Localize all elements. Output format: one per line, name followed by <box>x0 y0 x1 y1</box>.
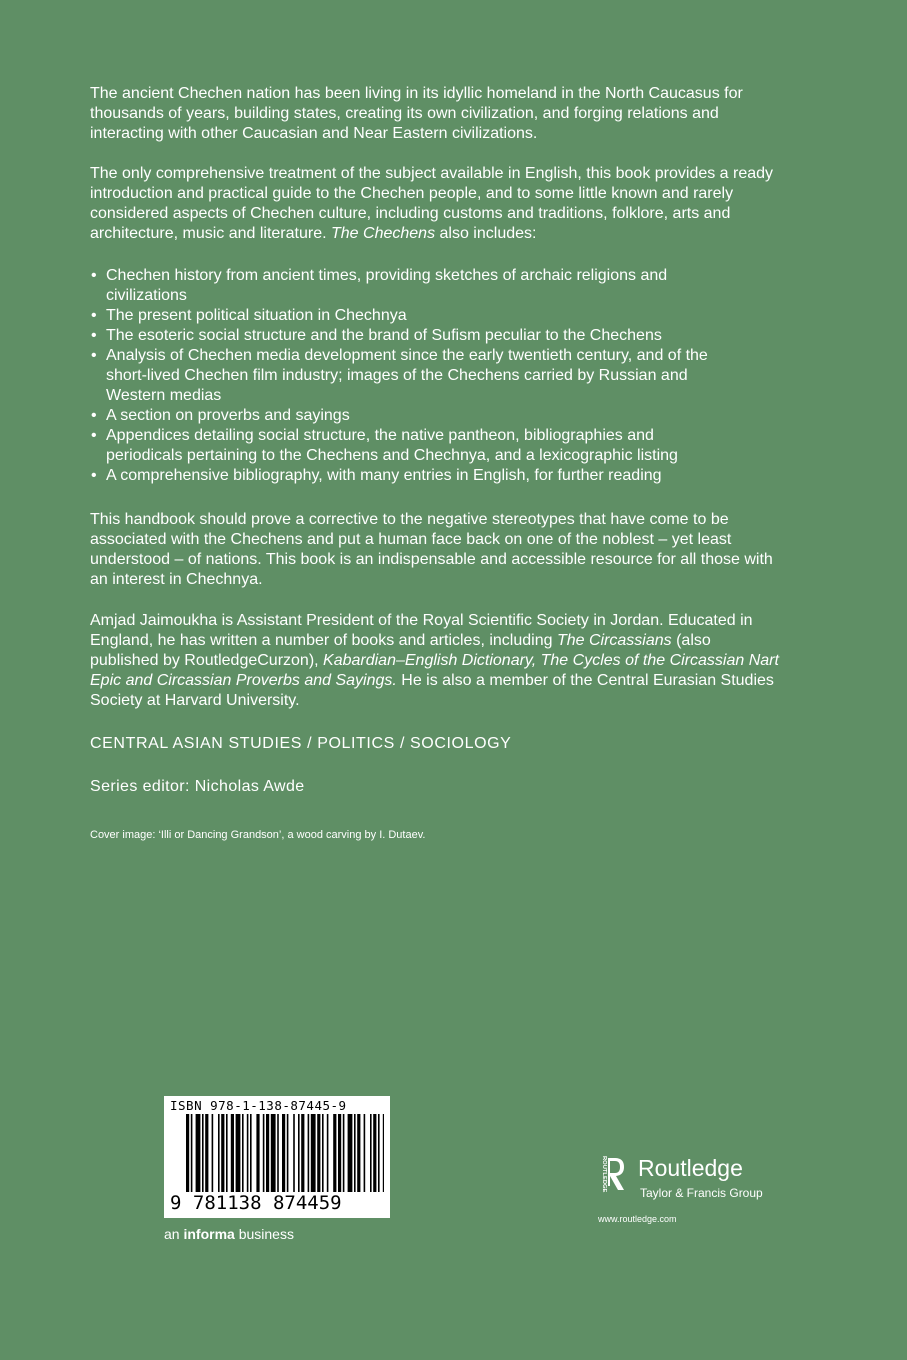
bio-text: He is also a member of the Central Eurasian Studies Society at Harvard University. <box>90 672 774 709</box>
overview-text: The only comprehensive treatment of the subject available in English, this book provides a ready introduction and practical guide to the Chechen people, and to some little known and rarely considered aspects of Chechen culture, including customs and traditions, folklore, arts and architecture, music and literature. <box>90 165 774 242</box>
barcode-bar <box>191 1114 193 1192</box>
routledge-logo-icon <box>596 1154 626 1206</box>
list-item: • Appendices detailing social structure, the native pantheon, bibliographies and periodicals pertaining to the Chechens and Chechnya, and a lexicographic listing <box>90 426 730 466</box>
barcode-bar <box>354 1114 356 1192</box>
informa-brand: informa <box>183 1226 235 1242</box>
barcode-bar <box>271 1114 276 1192</box>
barcode-bar <box>202 1114 204 1192</box>
barcode-bar <box>266 1114 269 1192</box>
overview-text-end: also includes: <box>435 225 537 242</box>
barcode-bar <box>256 1114 259 1192</box>
barcode-bar <box>357 1114 360 1192</box>
barcode-bar <box>317 1114 320 1192</box>
handbook-paragraph: This handbook should prove a corrective to the negative stereotypes that have come to be associated with the Chechens and put a human face back on one of the noblest – yet least understood – of nations. This book is an indispensable and accessible resource for all those with an interest in Chechnya. <box>90 511 773 588</box>
routledge-logo-text: ROUTLEDGE <box>601 1156 607 1193</box>
barcode-bar <box>308 1114 310 1192</box>
barcode-bar <box>212 1114 214 1192</box>
barcode-bar <box>186 1114 189 1192</box>
barcode-bar <box>327 1114 329 1192</box>
publisher-url[interactable]: www.routledge.com <box>598 1214 677 1224</box>
list-item: • A section on proverbs and sayings <box>90 406 730 426</box>
isbn-label: ISBN 978-1-138-87445-9 <box>170 1098 347 1113</box>
bio-title: The Circassians <box>556 632 672 649</box>
feature-list <box>90 266 730 486</box>
barcode-bar <box>322 1114 324 1192</box>
barcode-bar <box>298 1114 300 1192</box>
bio-text: Amjad Jaimoukha is Assistant President of the Royal Scientific Society in Jordan. Educated in England, he has written a number of books and articles, including <box>90 612 753 649</box>
barcode-bar <box>277 1114 279 1192</box>
barcode-bar <box>373 1114 376 1192</box>
barcode-bar <box>364 1114 366 1192</box>
barcode-bar <box>343 1114 345 1192</box>
book-title: The Chechens <box>331 225 436 242</box>
informa-post: business <box>234 1226 294 1242</box>
list-item: • A comprehensive bibliography, with many entries in English, for further reading <box>90 466 730 486</box>
barcode-bar <box>333 1114 336 1192</box>
informa-tagline <box>164 1226 294 1242</box>
informa-pre: an <box>164 1226 184 1242</box>
barcode-bar <box>287 1114 289 1192</box>
subject-categories: CENTRAL ASIAN STUDIES / POLITICS / SOCIOLOGY <box>90 735 512 752</box>
barcode-bar <box>231 1114 234 1192</box>
list-item: • Chechen history from ancient times, providing sketches of archaic religions and civilizations <box>90 266 730 306</box>
barcode-bar <box>242 1114 244 1192</box>
barcode-bar <box>383 1114 384 1192</box>
barcode-bar <box>370 1114 372 1192</box>
list-item: • Analysis of Chechen media development since the early twentieth century, and of the short-lived Chechen film industry; images of the Chechens carried by Russian and Western medias <box>90 346 730 406</box>
barcode-bar <box>263 1114 265 1192</box>
intro-paragraph: The ancient Chechen nation has been living in its idyllic homeland in the North Caucasus for thousands of years, building states, creating its own civilization, and forging relations and interacting with other Caucasian and Near Eastern civilizations. <box>90 85 743 142</box>
barcode-bar <box>348 1114 353 1192</box>
author-bio <box>90 611 780 711</box>
barcode-bar <box>247 1114 249 1192</box>
overview-paragraph <box>90 164 780 244</box>
barcode-bar <box>226 1114 228 1192</box>
barcode-bar <box>196 1114 201 1192</box>
barcode-bar <box>338 1114 341 1192</box>
barcode-bar <box>282 1114 285 1192</box>
barcode-bar <box>236 1114 241 1192</box>
publisher-name: Routledge <box>638 1155 743 1181</box>
bio-text: (also published by RoutledgeCurzon), <box>90 632 711 669</box>
barcode-digits: 9 781138 874459 <box>170 1192 342 1214</box>
barcode-bar <box>205 1114 208 1192</box>
barcode-bar <box>311 1114 316 1192</box>
isbn-barcode <box>164 1096 390 1218</box>
list-item: • The esoteric social structure and the brand of Sufism peculiar to the Chechens <box>90 326 730 346</box>
bio-titles: Kabardian–English Dictionary, The Cycles of the Circassian Nart Epic and Circassian Proverbs and Sayings. <box>90 652 779 689</box>
barcode-bar <box>218 1114 220 1192</box>
barcode-bar <box>301 1114 304 1192</box>
series-editor: Series editor: Nicholas Awde <box>90 778 305 795</box>
barcode-bar <box>250 1114 252 1192</box>
list-item: • The present political situation in Chechnya <box>90 306 730 326</box>
cover-credit: Cover image: ‘Illi or Dancing Grandson’, a wood carving by I. Dutaev. <box>90 829 426 841</box>
barcode-bar <box>293 1114 295 1192</box>
barcode-bar <box>221 1114 224 1192</box>
barcode-bars <box>186 1114 384 1192</box>
publisher-group: Taylor & Francis Group <box>640 1186 763 1200</box>
barcode-bar <box>378 1114 380 1192</box>
